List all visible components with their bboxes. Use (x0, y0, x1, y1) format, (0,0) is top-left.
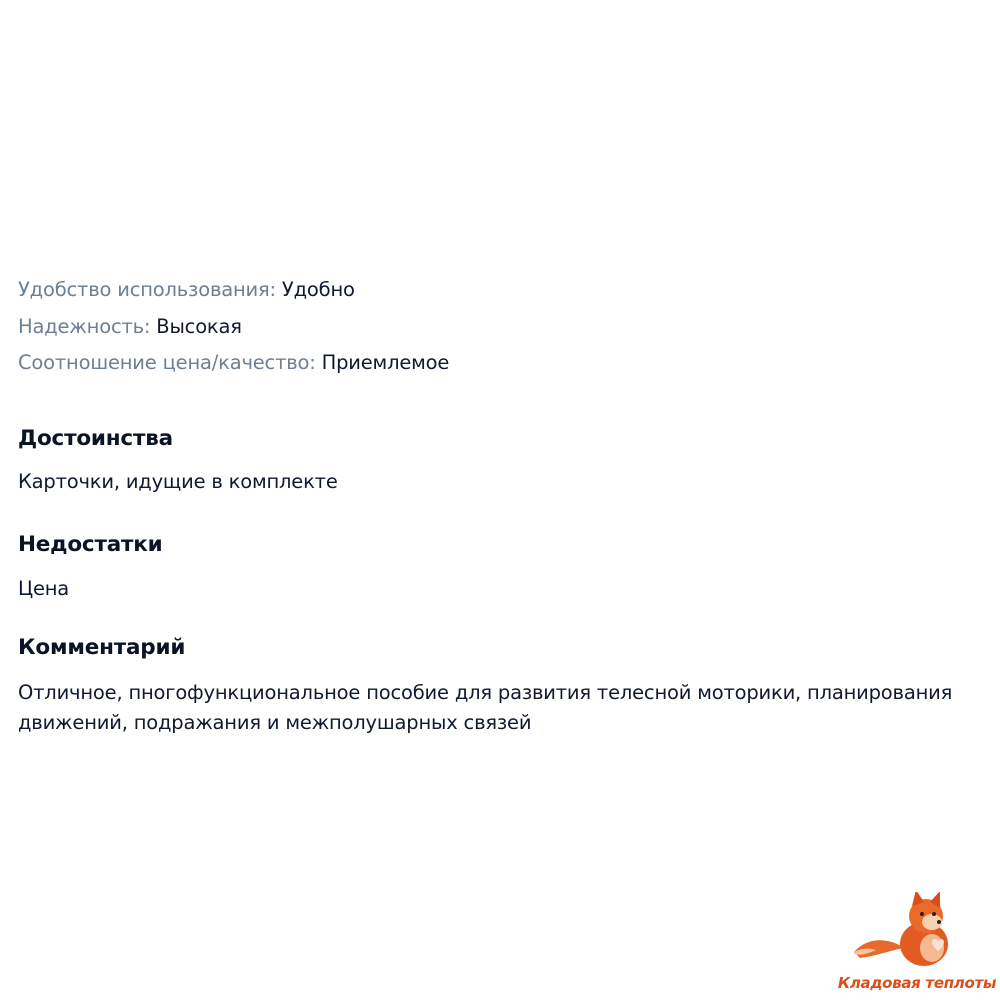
brand-logo (836, 892, 998, 1000)
comment-text: Отличное, пногофункциональное пособие для развития телесной моторики, планирования движений, подражания и межполушарных связей (18, 680, 953, 734)
brand-logo-text: Кладовая теплоты (837, 974, 997, 992)
cons-text: Цена (18, 576, 70, 600)
rating-value-for-money-value: Приемлемое (321, 351, 450, 374)
rating-value-for-money (18, 345, 988, 382)
rating-value-for-money-label: Соотношение цена/качество: (18, 351, 316, 374)
rating-usability-value: Удобно (281, 278, 355, 301)
rating-usability-label: Удобство использования: (18, 278, 276, 301)
pros-heading: Достоинства (18, 425, 173, 451)
rating-usability (18, 272, 988, 309)
review-details (18, 272, 988, 738)
pros-text: Карточки, идущие в комплекте (18, 469, 338, 493)
rating-reliability-value: Высокая (156, 314, 242, 338)
cons-heading: Недостатки (18, 531, 163, 557)
comment-heading: Комментарий (18, 634, 186, 660)
rating-reliability-label: Надежность: (18, 314, 151, 338)
fox-icon (846, 892, 986, 972)
rating-reliability (18, 309, 988, 346)
